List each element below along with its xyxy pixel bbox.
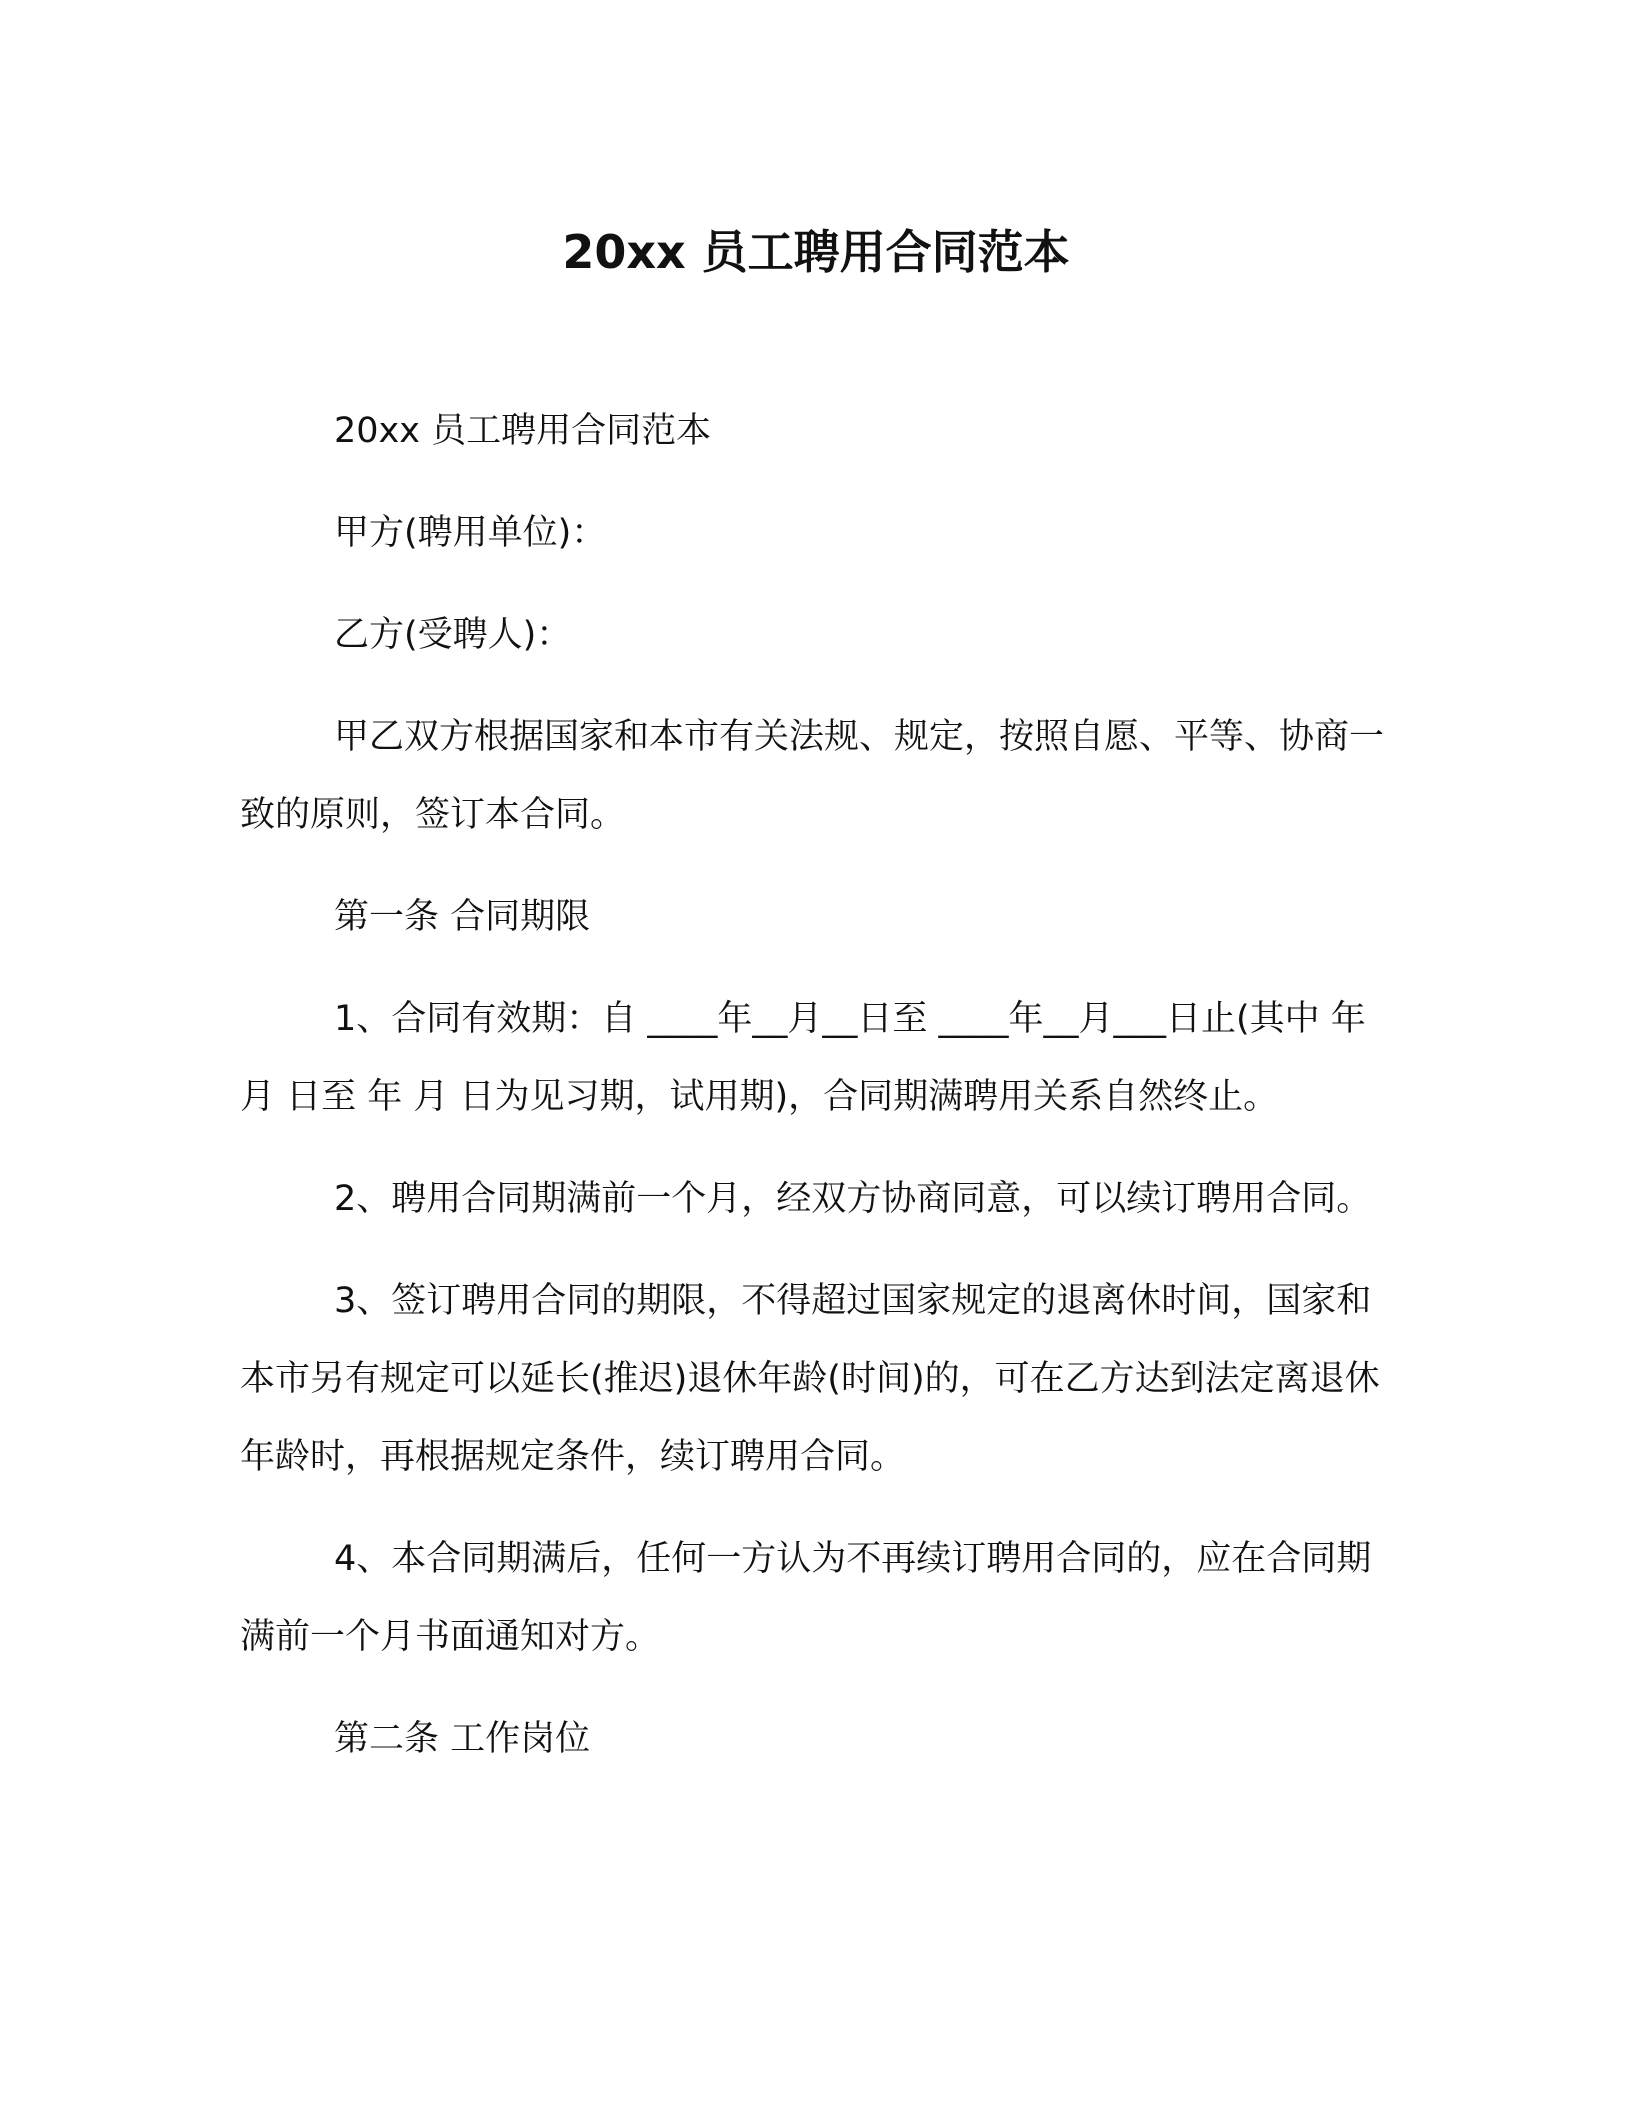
document-title: 20xx 员工聘用合同范本 [562,225,1070,279]
article-2-heading: 第二条 工作岗位 [334,1719,591,1759]
article-1-clause-1: 1、合同有效期：自 ____年__月__日至 ____年__月___日止(其中 年 月 日至 年 月 日为见习期，试用期)，合同期满聘用关系自然终止。 [240,999,1366,1117]
paragraph-subtitle: 20xx 员工聘用合同范本 [334,411,712,451]
paragraph-party-a: 甲方(聘用单位)： [334,513,607,553]
article-1-clause-3: 3、签订聘用合同的期限，不得超过国家规定的退离休时间，国家和本市另有规定可以延长(推迟)退休年龄(时间)的，可在乙方达到法定离退休年龄时，再根据规定条件，续订聘用合同。 [240,1281,1380,1477]
paragraph-party-b: 乙方(受聘人)： [334,615,572,655]
paragraph-preamble: 甲乙双方根据国家和本市有关法规、规定，按照自愿、平等、协商一致的原则，签订本合同。 [240,717,1385,835]
article-1-clause-2: 2、聘用合同期满前一个月，经双方协商同意，可以续订聘用合同。 [334,1179,1372,1219]
article-1-heading: 第一条 合同期限 [334,897,591,937]
article-1-clause-4: 4、本合同期满后，任何一方认为不再续订聘用合同的，应在合同期满前一个月书面通知对方。 [240,1539,1372,1657]
document-body [240,392,1400,1802]
